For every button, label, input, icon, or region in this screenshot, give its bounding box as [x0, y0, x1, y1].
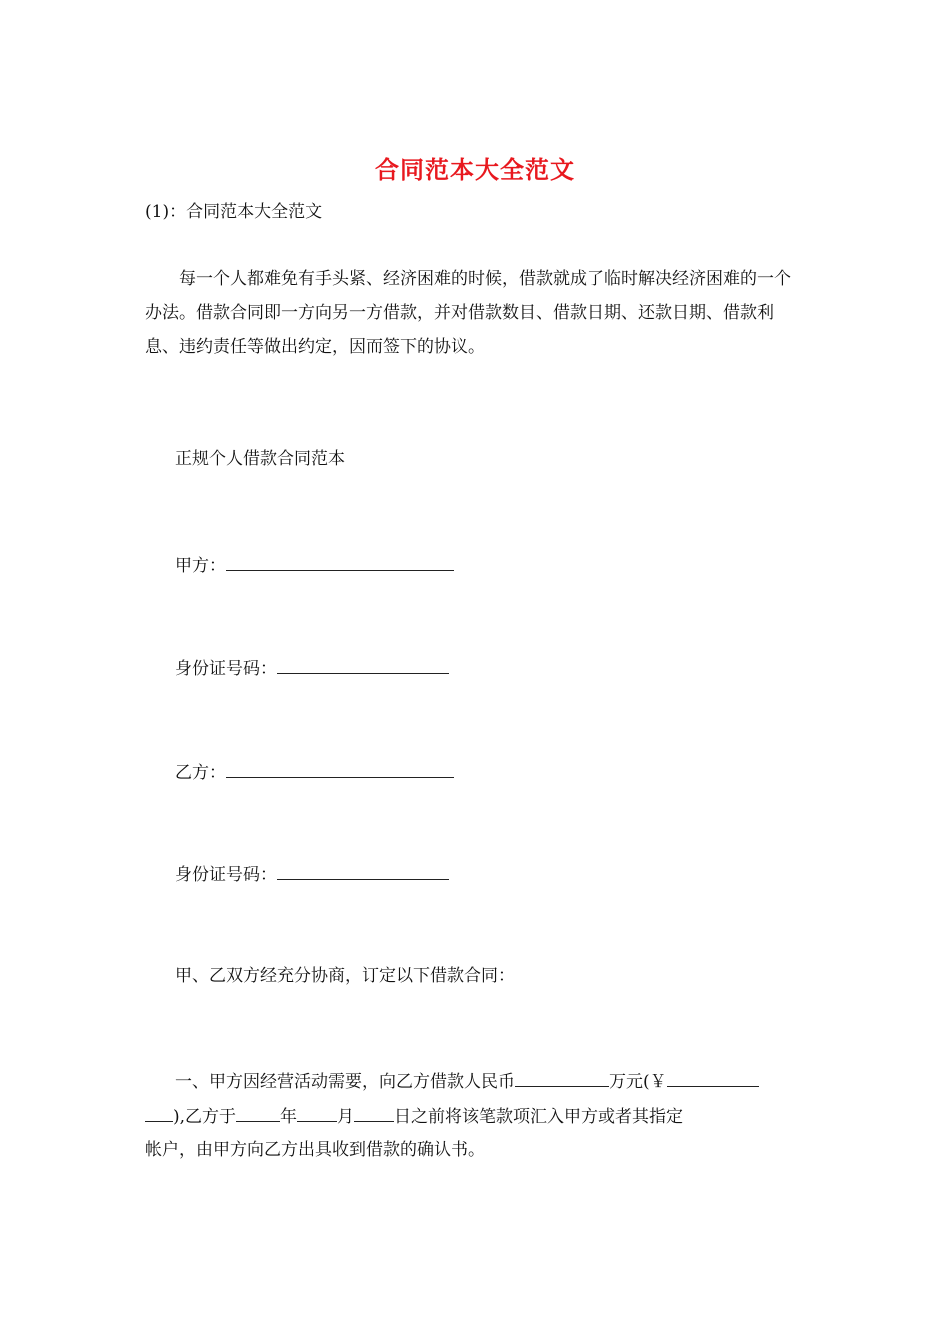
- party-a-id-blank[interactable]: [277, 655, 449, 674]
- party-b-field: [175, 759, 454, 784]
- document-title: 合同范本大全范文: [375, 155, 575, 184]
- party-a-id-field: [175, 655, 449, 680]
- party-b-id-blank[interactable]: [277, 861, 449, 880]
- amount-cny-blank[interactable]: [515, 1068, 609, 1087]
- clause-1-line-1: [175, 1068, 759, 1093]
- agreement-statement: 甲、乙双方经充分协商，订定以下借款合同：: [175, 966, 515, 986]
- clause-1-text-e: 帐户，由甲方向乙方出具收到借款的确认书。: [145, 1140, 485, 1160]
- party-b-blank[interactable]: [226, 759, 454, 778]
- section-heading: (1)：合同范本大全范文: [145, 202, 323, 222]
- clause-1-text-c: ),乙方于: [173, 1107, 237, 1127]
- clause-1-text-b: 万元(￥: [609, 1072, 667, 1092]
- month-blank[interactable]: [297, 1103, 337, 1122]
- party-b-id-label: 身份证号码：: [175, 865, 277, 885]
- clause-1-text-year: 年: [280, 1107, 298, 1127]
- clause-1-text-a: 一、甲方因经营活动需要，向乙方借款人民币: [175, 1072, 515, 1092]
- clause-1-line-2: [145, 1103, 683, 1128]
- amount-symbol-blank[interactable]: [667, 1068, 759, 1087]
- party-b-label: 乙方：: [175, 763, 226, 783]
- party-a-label: 甲方：: [175, 556, 226, 576]
- day-blank[interactable]: [354, 1103, 394, 1122]
- amount-symbol-blank-cont[interactable]: [145, 1103, 173, 1122]
- intro-paragraph: 每一个人都难免有手头紧、经济困难的时候，借款就成了临时解决经济困难的一个办法。借款合同即一方向另一方借款，并对借款数目、借款日期、还款日期、借款利息、违约责任等做出约定，因而签下的协议。: [145, 269, 791, 357]
- clause-1-text-month: 月: [337, 1107, 355, 1127]
- party-b-id-field: [175, 861, 449, 886]
- party-a-blank[interactable]: [226, 552, 454, 571]
- contract-title: 正规个人借款合同范本: [175, 449, 345, 469]
- clause-1-line-3: [145, 1139, 485, 1161]
- party-a-field: [175, 552, 454, 577]
- clause-1-text-d: 日之前将该笔款项汇入甲方或者其指定: [394, 1107, 684, 1127]
- party-a-id-label: 身份证号码：: [175, 659, 277, 679]
- year-blank[interactable]: [236, 1103, 280, 1122]
